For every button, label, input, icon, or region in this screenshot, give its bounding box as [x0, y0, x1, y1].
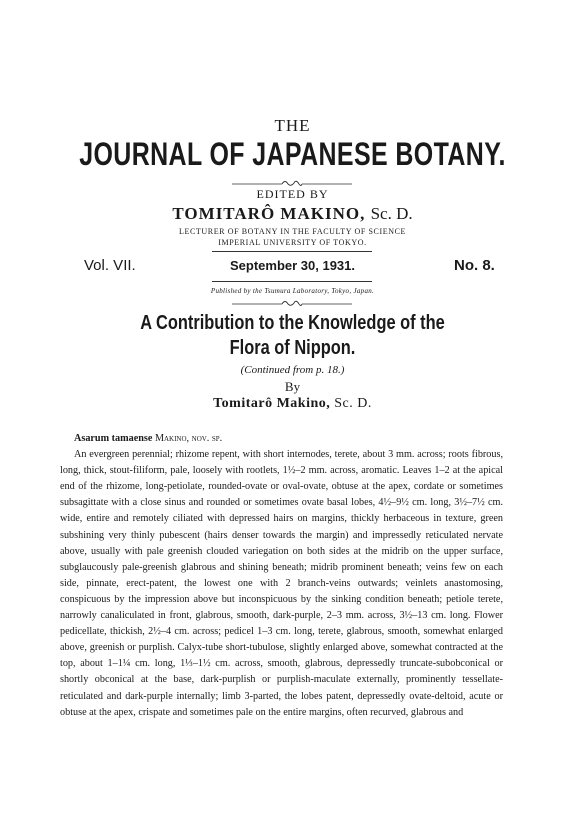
publisher-line: Published by the Tsumura Laboratory, Tokyo, Japan.: [210, 287, 375, 295]
issue-number: No. 8.: [454, 257, 495, 274]
species-heading: [60, 431, 503, 447]
author-line: [0, 396, 585, 412]
author-name: Tomitarô Makino,: [213, 396, 331, 411]
article-title-line1: A Contribution to the Knowledge of the: [140, 312, 445, 334]
editor-name: TOMITARÔ MAKINO,: [172, 204, 366, 223]
by-line: By: [284, 379, 301, 394]
rule-top: [212, 251, 372, 252]
species-name: Asarum tamaense: [74, 433, 153, 444]
editor-line: [0, 204, 585, 224]
lecturer-line: LECTURER OF BOTANY IN THE FACULTY OF SCIENCE: [178, 227, 407, 236]
journal-title: JOURNAL OF JAPANESE BOTANY.: [79, 136, 506, 172]
article-body: [60, 431, 503, 721]
continued-note: (Continued from p. 18.): [240, 364, 345, 376]
volume-label: Vol. VII.: [84, 257, 136, 274]
author-degree: Sc. D.: [334, 396, 372, 411]
header-the: THE: [274, 116, 311, 135]
species-authority: Makino, nov. sp.: [154, 433, 223, 444]
edited-by: EDITED BY: [256, 187, 329, 201]
ornament-divider-2: [232, 298, 352, 308]
university-line: IMPERIAL UNIVERSITY OF TOKYO.: [218, 238, 367, 247]
rule-bottom: [212, 281, 372, 282]
article-title-line2: Flora of Nippon.: [229, 337, 356, 359]
description-paragraph: An evergreen perennial; rhizome repent, with short internodes, terete, about 3 mm. across; roots fibrous, long, thick, stout-filiform, pale, loosely with rootlets, 1½–2 mm. across, aromatic. Leaves 1–2 at the apical end of the rhizome, long-petiolate, rounded-ovate or oval-ovate, obtuse at the apex, cordate or sometimes subsagittate with a close sinus and rounded or sometimes ovate basal lobes, 4½–9½ cm. long, 3½–7½ cm. wide, entire and remotely ciliated with depressed hairs on margins, thickly herbaceous in texture, green subshining very thinly pubescent (hairs denser towards the margin) and impressedly reticulated nervate above, usually with pale greenish clouded variegation on both sides at the midrib on the upper surface, subglaucously pale-greenish glabrous and shining beneath; midrib prominent beneath; veins few on each side, pinnate, erect-patent, the lowest one with 2 branch-veins outwards; veinlets anastomosing, conspicuous by the impression above but inconspicuous by the sinking condition beneath; petiole terete, narrowly canaliculated in front, glabrous, smooth, dark-purple, 2–3 mm. across, 3½–13 cm. long. Flower pedicellate, thickish, 2½–4 cm. across; pedicel 1–3 cm. long, terete, glabrous, smooth, somewhat enlarged above, greenish or purplish. Calyx-tube short-tubulose, slightly enlarged above, somewhat contracted at the top, about 1–1¼ cm. long, 1⅓–1½ cm. across, smooth, glabrous, depressedly truncate-subobconical or shortly obconical at the base, dark-purplish or purplish-maculate externally, prominently tessellate-reticulated and dark-purple internally; limb 3-parted, the lobes patent, depressedly ovate-deltoid, acute or obtuse at the apex, crispate and sometimes pale on the entire margins, often recurved, glabrous and: [60, 449, 503, 718]
issue-date: September 30, 1931.: [229, 258, 356, 273]
editor-degree: Sc. D.: [370, 204, 413, 223]
